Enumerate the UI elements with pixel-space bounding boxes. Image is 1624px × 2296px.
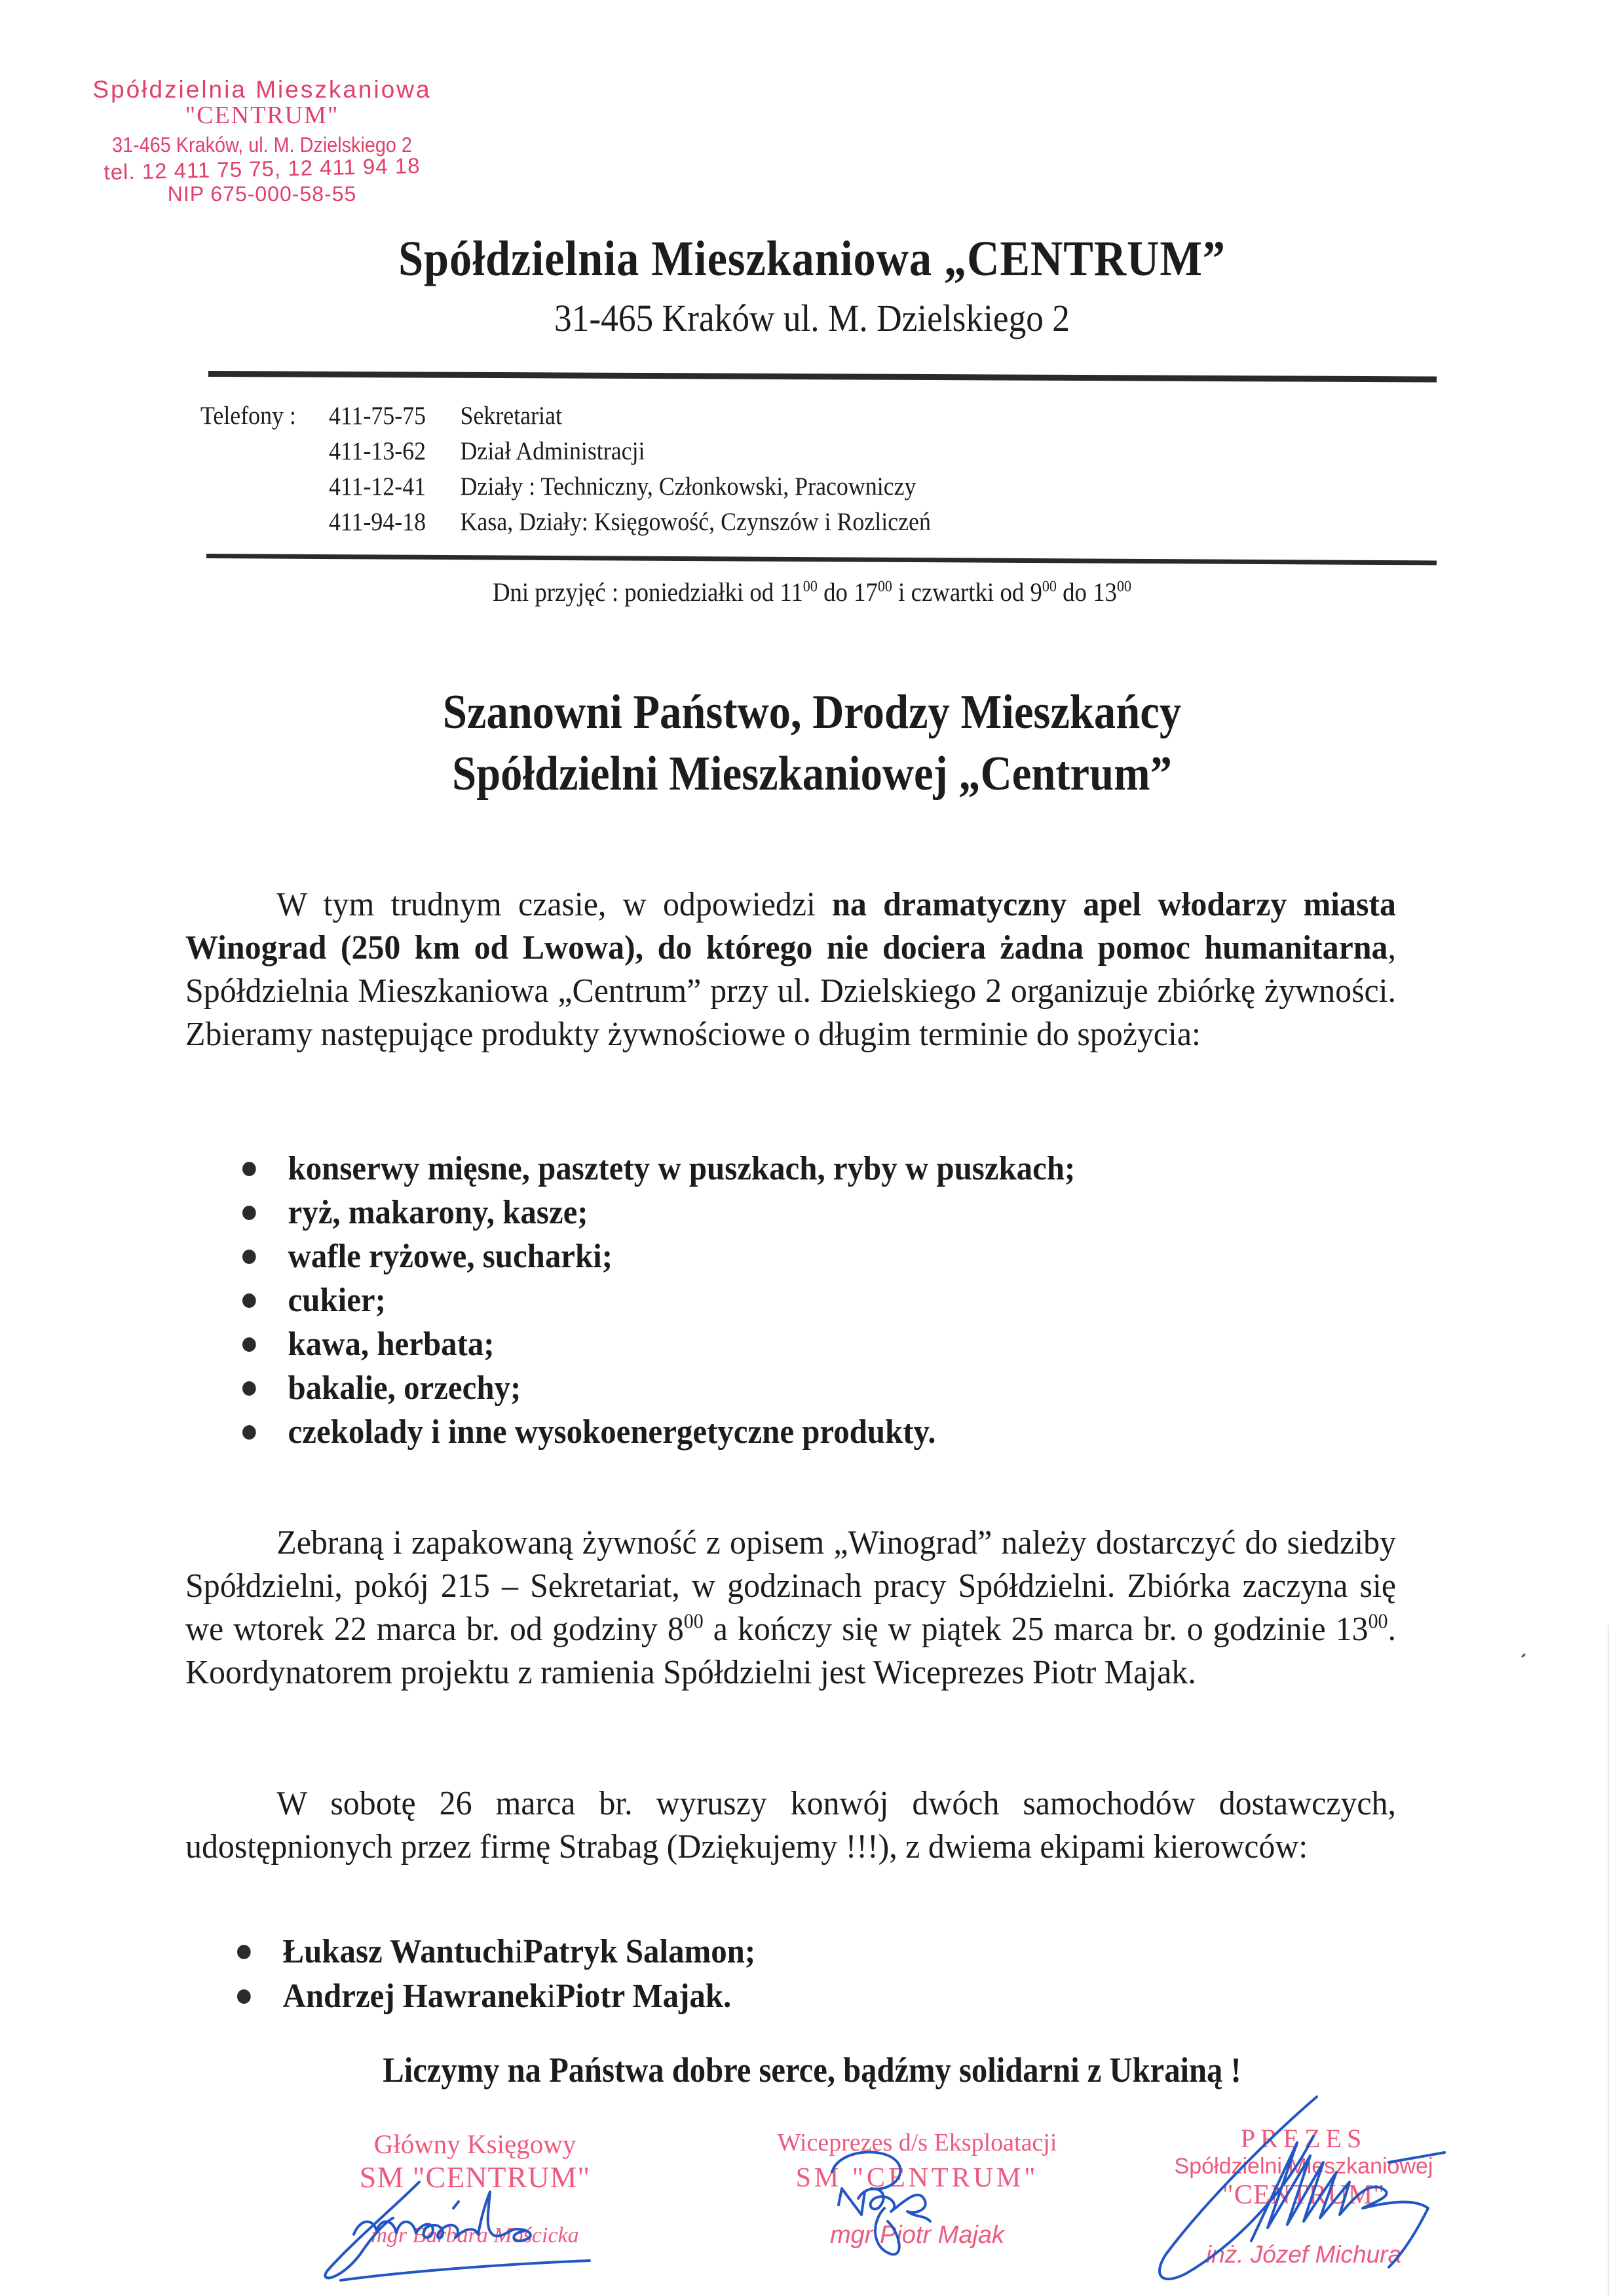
bullet-icon xyxy=(242,1250,256,1264)
driver-name: Piotr Majak xyxy=(556,1978,724,2015)
bullet-icon xyxy=(242,1425,256,1440)
signatory-name: mgr Piotr Majak xyxy=(829,2221,1005,2249)
stamp-nip: NIP 675-000-58-55 xyxy=(167,182,357,206)
list-item: bakalie, orzechy; xyxy=(242,1366,1075,1410)
signatory-name: mgr Barbara Mościcka xyxy=(371,2223,579,2248)
bullet-icon xyxy=(242,1162,256,1176)
driver-name: Andrzej Hawranek xyxy=(282,1978,547,2015)
letterhead-title: Spółdzielnia Mieszkaniowa „CENTRUM” xyxy=(398,231,1226,286)
list-item: Łukasz Wantuch i Patryk Salamon ; xyxy=(237,1930,755,1974)
appeal-highlight: na dramatyczny apel włodarzy miasta Winograd (250 km od Lwowa), do którego nie dociera żadna pomoc humanitarna xyxy=(185,886,1396,966)
signatory-role: Wiceprezes d/s Eksploatacji xyxy=(777,2129,1057,2156)
stamp-org-name: Spółdzielnia Mieszkaniowa xyxy=(92,76,432,103)
drivers-list xyxy=(237,1930,755,2019)
intro-paragraph: W tym trudnym czasie, w odpowiedzi na dramatyczny apel włodarzy miasta Winograd (250 km od Lwowa), do którego nie dociera żadna pomoc humanitarna, Spółdzielnia Mieszkaniowa „Centrum” przy ul. Dzielskiego 2 organizuje zbiórkę żywności. Zbieramy następujące produkty żywnościowe o długim terminie do spożycia: xyxy=(185,886,1396,1053)
phone-department: Sekretariat xyxy=(460,402,562,430)
phones-label: Telefony : xyxy=(200,402,296,430)
phone-directory xyxy=(200,398,931,540)
handwritten-signature-michura xyxy=(1140,2097,1494,2293)
phone-department: Działy : Techniczny, Członkowski, Pracowniczy xyxy=(460,472,916,501)
greeting-heading xyxy=(81,681,1543,805)
list-item: ryż, makarony, kasze; xyxy=(242,1191,1075,1234)
greeting-line-1: Szanowni Państwo, Drodzy Mieszkańcy xyxy=(442,685,1182,739)
driver-name: Patryk Salamon xyxy=(523,1933,745,1970)
signatory-name: inż. Józef Michura xyxy=(1205,2241,1402,2268)
stamp-org-brand: "CENTRUM" xyxy=(185,102,339,129)
phone-row xyxy=(200,505,931,540)
bullet-icon xyxy=(242,1381,256,1396)
bullet-icon xyxy=(242,1293,256,1308)
handwritten-signature-majak xyxy=(812,2143,983,2261)
header-divider-bottom xyxy=(206,554,1437,565)
list-item: Andrzej Hawranek i Piotr Majak . xyxy=(237,1974,755,2019)
phone-row xyxy=(200,398,931,434)
stamp-phones: tel. 12 411 75 75, 12 411 94 18 xyxy=(104,153,421,185)
signatory-org-line: Spółdzielni Mieszkaniowej xyxy=(1174,2154,1433,2179)
letterhead-address: 31-465 Kraków ul. M. Dzielskiego 2 xyxy=(554,297,1070,339)
list-item: kawa, herbata; xyxy=(242,1322,1075,1366)
closing-appeal: Liczymy na Państwa dobre serce, bądźmy solidarni z Ukrainą ! xyxy=(383,2050,1241,2090)
phone-number: 411-75-75 xyxy=(328,402,426,430)
convoy-paragraph: W sobotę 26 marca br. wyruszy konwój dwóch samochodów dostawczych, udostępnionych przez firmę Strabag (Dziękujemy !!!), z dwiema ekipami kierowców: xyxy=(185,1785,1397,1866)
phone-department: Kasa, Działy: Księgowość, Czynszów i Rozliczeń xyxy=(460,508,931,536)
phone-department: Dział Administracji xyxy=(460,437,645,465)
scan-speck xyxy=(1521,1653,1526,1658)
greeting-line-2: Spółdzielni Mieszkaniowej „Centrum” xyxy=(452,747,1172,801)
handwritten-signature-moscicka xyxy=(314,2156,629,2287)
food-items-list xyxy=(242,1147,1075,1454)
stamp-address: 31-465 Kraków, ul. M. Dzielskiego 2 xyxy=(112,133,412,157)
signatory-role: Główny Księgowy xyxy=(373,2129,576,2159)
signatory-org: "CENTRUM" xyxy=(1222,2180,1386,2210)
bullet-icon xyxy=(242,1337,256,1352)
corner-address-stamp xyxy=(66,77,459,204)
bullet-icon xyxy=(237,1945,251,1959)
scan-page-edge xyxy=(1608,1625,1609,2296)
signatory-org: SM "CENTRUM" xyxy=(795,2163,1039,2193)
header-divider-top xyxy=(208,371,1437,383)
bullet-icon xyxy=(242,1206,256,1220)
phone-number: 411-94-18 xyxy=(328,508,426,536)
phone-row xyxy=(200,469,931,505)
phone-number: 411-12-41 xyxy=(328,472,426,501)
phone-row xyxy=(200,434,931,469)
delivery-paragraph: Zebraną i zapakowaną żywność z opisem „Winograd” należy dostarczyć do siedziby Spółdzielni, pokój 215 – Sekretariat, w godzinach pracy Spółdzielni. Zbiórka zaczyna się we wtorek 22 marca br. od godziny $8^{00}$ a kończy się w piątek 25 marca br. o godzinie $13^{00}$. Koordynatorem projektu z ramienia Spółdzielni jest Wiceprezes Piotr Majak. xyxy=(185,1524,1397,1691)
signatory-org: SM "CENTRUM" xyxy=(359,2160,591,2194)
list-item: czekolady i inne wysokoenergetyczne produkty. xyxy=(242,1410,1075,1454)
list-item: konserwy mięsne, pasztety w puszkach, ryby w puszkach; xyxy=(242,1147,1075,1191)
signatory-role: PREZES xyxy=(1240,2124,1367,2153)
list-item: wafle ryżowe, sucharki; xyxy=(242,1234,1075,1278)
bullet-icon xyxy=(237,1989,251,2004)
list-item: cukier; xyxy=(242,1278,1075,1322)
driver-name: Łukasz Wantuch xyxy=(282,1933,515,1970)
office-hours: Dni przyjęć : poniedziałki od $11^{00}$ do $17^{00}$ i czwartki od $9^{00}$ do $13^{00}$ xyxy=(492,577,1132,607)
phone-number: 411-13-62 xyxy=(328,437,426,465)
